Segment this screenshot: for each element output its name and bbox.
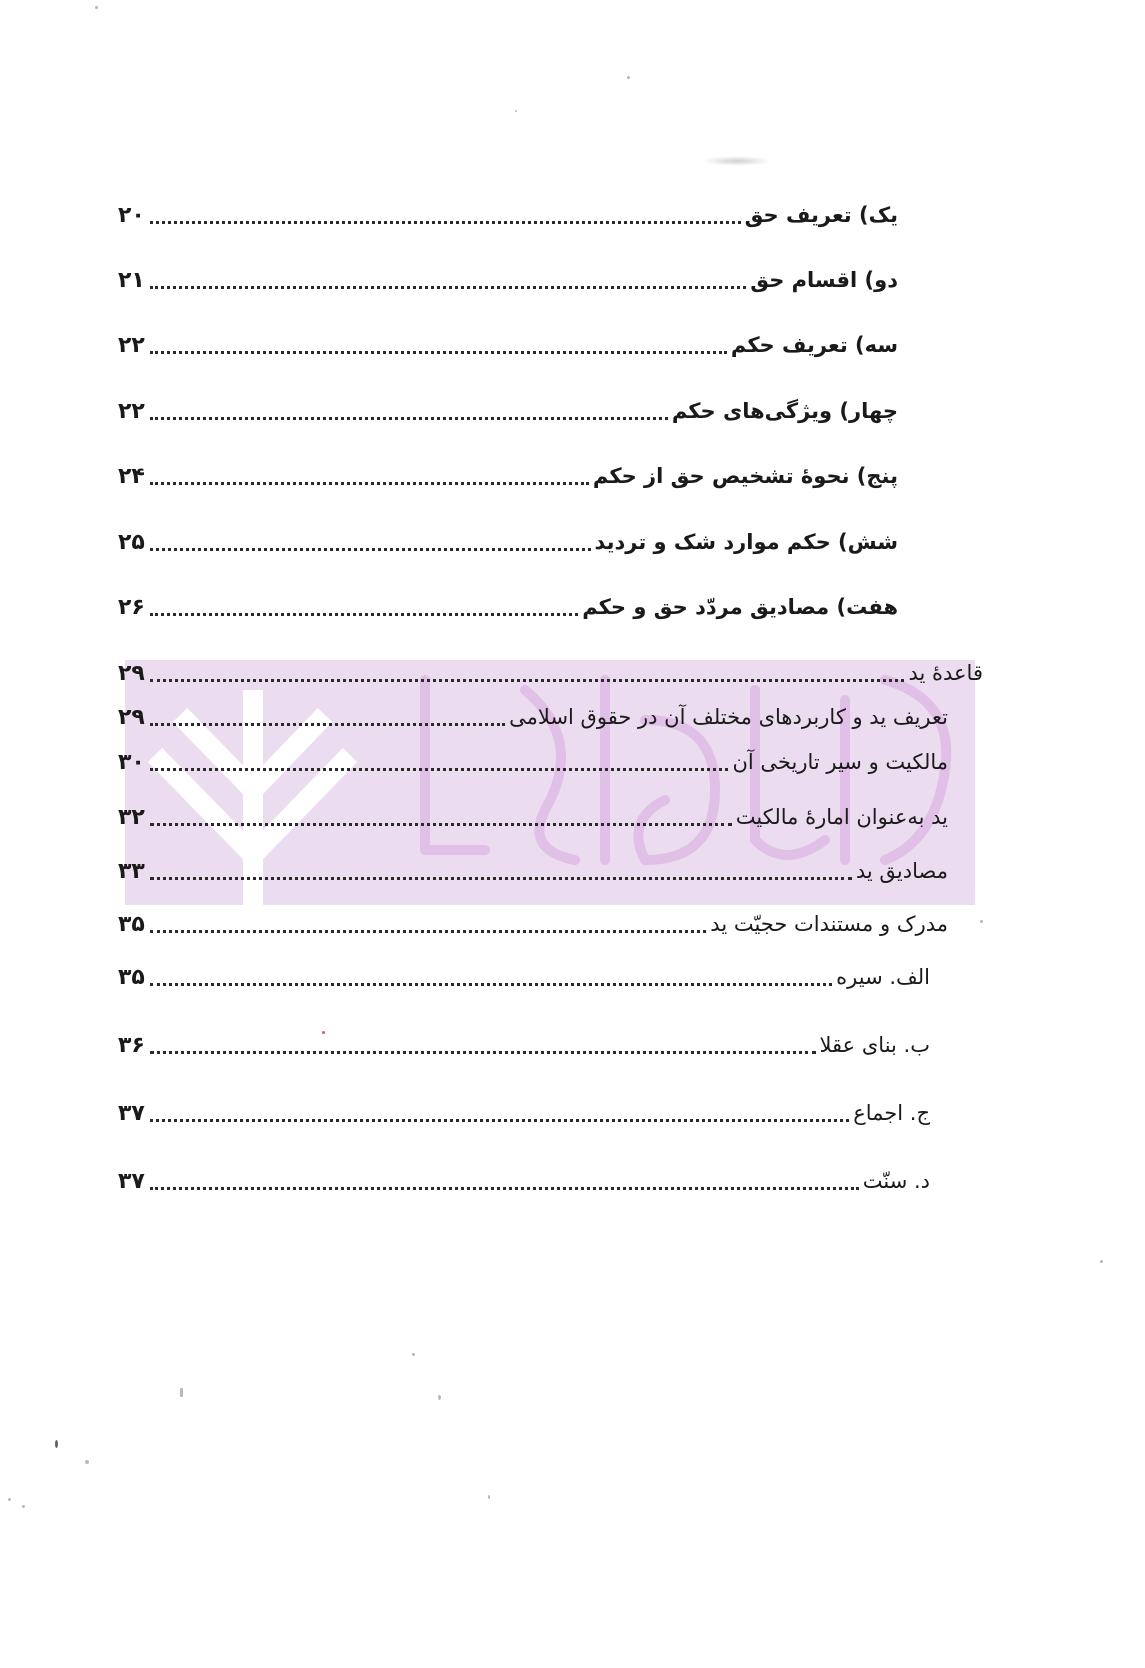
toc-entry[interactable] <box>118 386 898 426</box>
toc-subentry[interactable] <box>118 1088 930 1128</box>
toc-entry-title: سه) تعریف حکم <box>730 333 898 357</box>
toc-subentry[interactable] <box>118 1020 930 1060</box>
toc-dot-leader <box>150 482 589 485</box>
toc-page-number: ۲۶ <box>118 595 145 620</box>
toc-dot-leader <box>150 417 668 420</box>
toc-subentry[interactable] <box>118 1156 930 1196</box>
toc-entry[interactable] <box>118 792 948 832</box>
toc-dot-leader <box>150 1051 816 1054</box>
toc-entry-title: ید به‌عنوان امارهٔ مالکیت <box>735 805 948 829</box>
toc-page-number: ۲۰ <box>118 203 145 228</box>
toc-dot-leader <box>150 1187 859 1190</box>
scan-speck <box>627 76 630 79</box>
toc-subentry[interactable] <box>118 952 930 992</box>
toc-page-number: ۲۱ <box>118 268 145 293</box>
scan-speck <box>55 1440 58 1448</box>
toc-dot-leader <box>150 877 852 880</box>
toc-section-heading[interactable] <box>118 648 983 688</box>
toc-entry[interactable] <box>118 255 898 295</box>
toc-dot-leader <box>150 548 591 551</box>
toc-entry-title: مالکیت و سیر تاریخی آن <box>732 750 948 774</box>
toc-entry-title: ب. بنای عقلا <box>819 1033 930 1057</box>
toc-page-number: ۲۹ <box>118 661 145 686</box>
toc-entry[interactable] <box>118 190 898 230</box>
toc-page-number: ۲۲ <box>118 399 145 424</box>
scan-speck <box>8 1498 11 1501</box>
toc-dot-leader <box>150 823 732 826</box>
toc-entry-title: شش) حکم موارد شک و تردید <box>594 530 898 554</box>
toc-entry-title: ج. اجماع <box>853 1101 930 1125</box>
scan-speck <box>85 1460 89 1464</box>
toc-entry-title: قاعدهٔ ید <box>908 661 983 685</box>
toc-page-number: ۳۵ <box>118 965 145 990</box>
toc-entry-title: دو) اقسام حق <box>750 268 898 292</box>
scan-speck <box>980 920 983 923</box>
toc-entry-title: چهار) ویژگی‌های حکم <box>671 399 898 423</box>
toc-page-number: ۳۲ <box>118 805 145 830</box>
toc-dot-leader <box>150 351 727 354</box>
toc-entry[interactable] <box>118 846 948 886</box>
scan-speck <box>488 1495 490 1499</box>
toc-entry-title: مدرک و مستندات حجیّت ید <box>710 912 948 936</box>
toc-page-number: ۳۵ <box>118 912 145 937</box>
toc-dot-leader <box>150 221 741 224</box>
toc-entry-title: مصادیق ید <box>855 859 948 883</box>
toc-page-number: ۲۲ <box>118 333 145 358</box>
toc-dot-leader <box>150 983 832 986</box>
toc-entry[interactable] <box>118 517 898 557</box>
scan-speck <box>95 6 98 9</box>
toc-entry[interactable] <box>118 451 898 491</box>
toc-page-number: ۳۶ <box>118 1033 145 1058</box>
scan-speck <box>438 1395 441 1400</box>
toc-entry-title: تعریف ید و کاربردهای مختلف آن در حقوق اسلامی <box>509 705 948 729</box>
toc-dot-leader <box>150 768 728 771</box>
toc-page-number: ۲۴ <box>118 464 145 489</box>
toc-dot-leader <box>150 613 578 616</box>
toc-entry[interactable] <box>118 692 948 732</box>
toc-page-number: ۳۷ <box>118 1101 145 1126</box>
toc-page-number: ۳۳ <box>118 859 145 884</box>
toc-entry[interactable] <box>118 737 948 777</box>
toc-entry-title: هفت) مصادیق مردّد حق و حکم <box>582 595 898 619</box>
scan-speck <box>515 110 517 112</box>
scan-speck <box>22 1505 25 1508</box>
toc-entry-title: پنج) نحوهٔ تشخیص حق از حکم <box>592 464 898 488</box>
toc-entry-title: الف. سیره <box>836 965 930 989</box>
toc-dot-leader <box>150 1119 849 1122</box>
header-smudge <box>702 156 772 166</box>
toc-entry[interactable] <box>118 320 898 360</box>
scan-speck <box>180 1388 183 1397</box>
toc-entry[interactable] <box>118 582 898 622</box>
toc-dot-leader <box>150 930 706 933</box>
toc-entry[interactable] <box>118 899 948 939</box>
toc-dot-leader <box>150 723 505 726</box>
toc-dot-leader <box>150 286 746 289</box>
toc-page-number: ۲۹ <box>118 705 145 730</box>
toc-entry-title: د. سنّت <box>862 1169 930 1193</box>
toc-page-number: ۳۰ <box>118 750 145 775</box>
toc-page-number: ۲۵ <box>118 530 145 555</box>
toc-page-number: ۳۷ <box>118 1169 145 1194</box>
toc-dot-leader <box>150 679 904 682</box>
scan-speck <box>412 1353 415 1356</box>
scan-speck <box>1100 1260 1103 1263</box>
toc-entry-title: یک) تعریف حق <box>744 203 898 227</box>
